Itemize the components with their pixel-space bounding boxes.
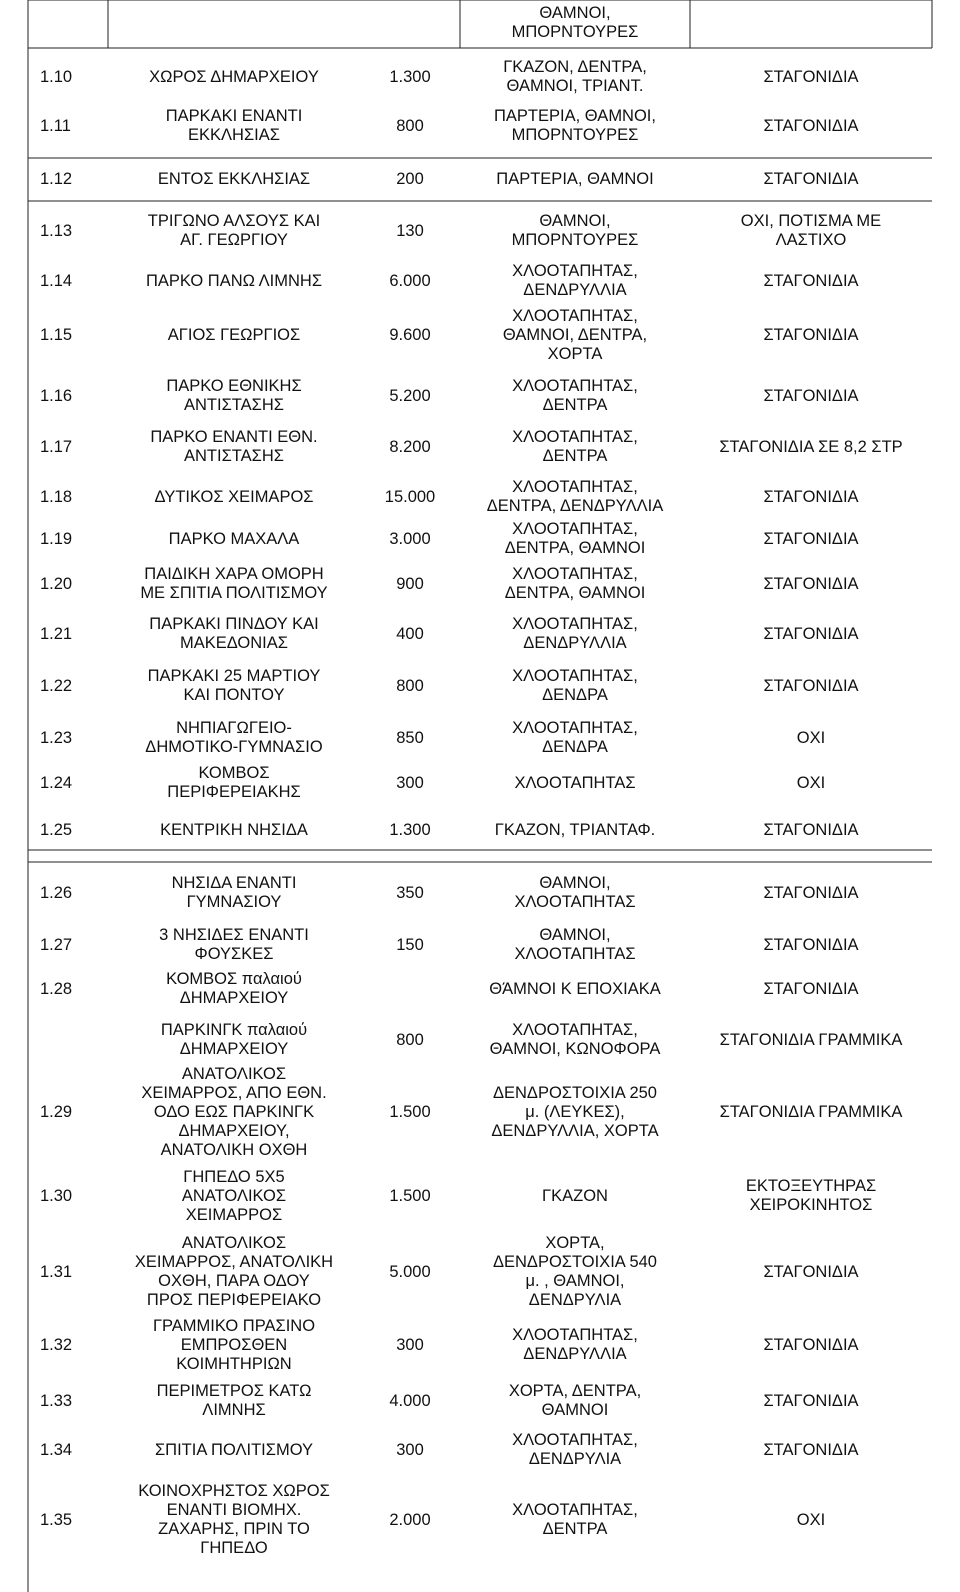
cell-irr: ΣΤΑΓΟΝΙΔΙΑ	[763, 676, 859, 695]
cell-irr: ΣΤΑΓΟΝΙΔΙΑ	[763, 883, 859, 902]
cell-irr: ΣΤΑΓΟΝΙΔΙΑ	[763, 271, 859, 290]
cell-no: 1.16	[40, 386, 73, 405]
cell-area	[360, 967, 460, 1011]
cell-no: 1.15	[40, 325, 73, 344]
cell-irr: ΣΤΑΓΟΝΙΔΙΑ	[763, 67, 859, 86]
cell-veg: ΧΛΟΟΤΑΠΗΤΑΣ, ΔΕΝΤΡΑ	[512, 428, 638, 465]
cell-no: 1.28	[40, 979, 73, 998]
cell-name: ΑΝΑΤΟΛΙΚΟΣ ΧΕΙΜΑΡΡΟΣ, ΑΠΟ ΕΘΝ. ΟΔΟ ΕΩΣ ΠΑΡΚΙΝΓΚ ΔΗΜΑΡΧΕΙΟΥ, ΑΝΑΤΟΛΙΚΗ ΟΧΘΗ	[141, 1064, 327, 1159]
cell-name: ΧΩΡΟΣ ΔΗΜΑΡΧΕΙΟΥ	[149, 67, 319, 86]
cell-area: 300	[396, 1335, 424, 1354]
cell-area	[360, 5, 460, 41]
cell-no: 1.25	[40, 820, 73, 839]
cell-no: 1.33	[40, 1391, 73, 1410]
cell-name: ΚΟΙΝΟΧΡΗΣΤΟΣ ΧΩΡΟΣ ΕΝΑΝΤΙ ΒΙΟΜΗΧ. ΖΑΧΑΡΗΣ, ΠΡΙΝ ΤΟ ΓΗΠΕΔΟ	[138, 1482, 330, 1557]
cell-no: 1.23	[40, 728, 73, 747]
cell-veg: ΧΛΟΟΤΑΠΗΤΑΣ, ΔΕΝΤΡΑ, ΘΑΜΝΟΙ	[504, 565, 646, 602]
cell-veg: ΠΑΡΤΕΡΙΑ, ΘΑΜΝΟΙ	[496, 169, 654, 188]
cell-area: 5.000	[389, 1262, 431, 1281]
cell-irr: ΣΤΑΓΟΝΙΔΙΑ	[763, 820, 859, 839]
cell-name: ΔΥΤΙΚΟΣ ΧΕΙΜΑΡΟΣ	[154, 487, 314, 506]
cell-area: 5.200	[389, 386, 431, 405]
cell-name: ΚΟΜΒΟΣ παλαιού ΔΗΜΑΡΧΕΙΟΥ	[166, 970, 302, 1007]
cell-irr: ΣΤΑΓΟΝΙΔΙΑ ΓΡΑΜΜΙΚΑ	[719, 1102, 903, 1121]
cell-irr: ΕΚΤΟΞΕΥΤΗΡΑΣ ΧΕΙΡΟΚΙΝΗΤΟΣ	[745, 1177, 877, 1214]
cell-irr: ΣΤΑΓΟΝΙΔΙΑ ΣΕ 8,2 ΣΤΡ	[719, 437, 903, 456]
cell-irr: ΣΤΑΓΟΝΙΔΙΑ	[763, 386, 859, 405]
cell-name: ΠΑΡΚΟ ΕΘΝΙΚΗΣ ΑΝΤΙΣΤΑΣΗΣ	[166, 377, 302, 414]
cell-no: 1.29	[40, 1102, 73, 1121]
cell-area: 900	[396, 574, 424, 593]
cell-veg: ΧΟΡΤΑ, ΔΕΝΔΡΟΣΤΟΙΧΙΑ 540 μ. , ΘΑΜΝΟΙ, ΔΕΝΔΡΥΛΙΑ	[492, 1234, 657, 1309]
cell-veg: ΧΛΟΟΤΑΠΗΤΑΣ, ΔΕΝΔΡΑ	[512, 719, 638, 756]
cell-area: 1.500	[389, 1186, 431, 1205]
cell-veg: ΓΚΑΖΟΝ	[542, 1186, 608, 1205]
cell-area: 130	[396, 221, 424, 240]
cell-name	[108, 5, 360, 41]
cell-name: ΚΕΝΤΡΙΚΗ ΝΗΣΙΔΑ	[160, 820, 308, 839]
cell-veg: ΓΚΑΖΟΝ, ΔΕΝΤΡΑ, ΘΑΜΝΟΙ, ΤΡΙΑΝΤ.	[503, 58, 647, 95]
cell-no: 1.12	[40, 169, 73, 188]
cell-name: ΝΗΠΙΑΓΩΓΕΙΟ- ΔΗΜΟΤΙΚΟ-ΓΥΜΝΑΣΙΟ	[145, 719, 323, 756]
cell-veg: ΧΛΟΟΤΑΠΗΤΑΣ, ΘΑΜΝΟΙ, ΔΕΝΤΡΑ, ΧΟΡΤΑ	[502, 306, 648, 363]
cell-irr: ΣΤΑΓΟΝΙΔΙΑ	[763, 979, 859, 998]
cell-area: 8.200	[389, 437, 431, 456]
cell-veg: ΧΟΡΤΑ, ΔΕΝΤΡΑ, ΘΑΜΝΟΙ	[508, 1382, 642, 1419]
cell-veg: ΧΛΟΟΤΑΠΗΤΑΣ, ΔΕΝΔΡΥΛΙΑ	[512, 1431, 638, 1468]
cell-veg: ΔΕΝΔΡΟΣΤΟΙΧΙΑ 250 μ. (ΛΕΥΚΕΣ), ΔΕΝΔΡΥΛΛΙΑ, ΧΟΡΤΑ	[491, 1083, 659, 1140]
cell-name: ΑΝΑΤΟΛΙΚΟΣ ΧΕΙΜΑΡΡΟΣ, ΑΝΑΤΟΛΙΚΗ ΟΧΘΗ, ΠΑΡΑ ΟΔΟΥ ΠΡΟΣ ΠΕΡΙΦΕΡΕΙΑΚΟ	[134, 1234, 334, 1309]
cell-area: 800	[396, 116, 424, 135]
cell-no: 1.35	[40, 1510, 73, 1529]
cell-area: 3.000	[389, 529, 431, 548]
cell-area: 850	[396, 728, 424, 747]
cell-no: 1.26	[40, 883, 73, 902]
cell-irr: ΟΧΙ	[796, 728, 826, 747]
cell-no: 1.34	[40, 1440, 73, 1459]
cell-no: 1.32	[40, 1335, 73, 1354]
cell-area: 350	[396, 883, 424, 902]
cell-veg: ΧΛΟΟΤΑΠΗΤΑΣ, ΔΕΝΤΡΑ, ΔΕΝΔΡΥΛΛΙΑ	[486, 478, 664, 515]
cell-no: 1.31	[40, 1262, 73, 1281]
cell-no: 1.27	[40, 935, 73, 954]
cell-name: ΓΡΑΜΜΙΚΟ ΠΡΑΣΙΝΟ ΕΜΠΡΟΣΘΕΝ ΚΟΙΜΗΤΗΡΙΩΝ	[152, 1316, 316, 1373]
cell-veg: ΧΛΟΟΤΑΠΗΤΑΣ, ΔΕΝΔΡΥΛΛΙΑ	[512, 1326, 638, 1363]
cell-irr: ΣΤΑΓΟΝΙΔΙΑ	[763, 529, 859, 548]
cell-area: 800	[396, 1030, 424, 1049]
cell-veg: ΧΛΟΟΤΑΠΗΤΑΣ, ΔΕΝΤΡΑ	[512, 1501, 638, 1538]
cell-name: ΚΟΜΒΟΣ ΠΕΡΙΦΕΡΕΙΑΚΗΣ	[167, 764, 301, 801]
cell-veg: ΘΑΜΝΟΙ, ΜΠΟΡΝΤΟΥΡΕΣ	[511, 4, 639, 41]
cell-veg: ΓΚΑΖΟΝ, ΤΡΙΑΝΤΑΦ.	[494, 820, 656, 839]
cell-irr: ΣΤΑΓΟΝΙΔΙΑ	[763, 169, 859, 188]
cell-name: ΝΗΣΙΔΑ ΕΝΑΝΤΙ ΓΥΜΝΑΣΙΟΥ	[171, 874, 297, 911]
cell-veg: ΘΑΜΝΟΙ, ΜΠΟΡΝΤΟΥΡΕΣ	[511, 212, 639, 249]
cell-irr: ΣΤΑΓΟΝΙΔΙΑ	[763, 1440, 859, 1459]
cell-area: 400	[396, 624, 424, 643]
cell-no: 1.30	[40, 1186, 73, 1205]
cell-veg: ΧΛΟΟΤΑΠΗΤΑΣ	[514, 773, 636, 792]
cell-area: 200	[396, 169, 424, 188]
cell-irr: ΣΤΑΓΟΝΙΔΙΑ	[763, 624, 859, 643]
cell-no: 1.21	[40, 624, 73, 643]
cell-area: 800	[396, 676, 424, 695]
cell-no: 1.19	[40, 529, 73, 548]
cell-irr: ΣΤΑΓΟΝΙΔΙΑ	[763, 487, 859, 506]
cell-veg: ΧΛΟΟΤΑΠΗΤΑΣ, ΔΕΝΔΡΥΛΛΙΑ	[512, 262, 638, 299]
cell-no	[28, 1015, 108, 1065]
cell-name: ΠΕΡΙΜΕΤΡΟΣ ΚΑΤΩ ΛΙΜΝΗΣ	[156, 1382, 312, 1419]
cell-area: 1.300	[389, 67, 431, 86]
cell-no: 1.18	[40, 487, 73, 506]
cell-irr: ΟΧΙ	[796, 1510, 826, 1529]
cell-name: ΠΑΡΚΟ ΠΑΝΩ ΛΙΜΝΗΣ	[145, 271, 323, 290]
cell-veg: ΘΑΜΝΟΙ, ΧΛΟΟΤΑΠΗΤΑΣ	[514, 926, 636, 963]
cell-irr: ΣΤΑΓΟΝΙΔΙΑ	[763, 116, 859, 135]
cell-veg: ΧΛΟΟΤΑΠΗΤΑΣ, ΔΕΝΔΡΥΛΛΙΑ	[512, 615, 638, 652]
cell-no: 1.11	[40, 116, 71, 135]
cell-no: 1.10	[40, 67, 73, 86]
cell-area: 1.300	[389, 820, 431, 839]
cell-no: 1.22	[40, 676, 73, 695]
cell-name: ΠΑΡΚΑΚΙ ΕΝΑΝΤΙ ΕΚΚΛΗΣΙΑΣ	[165, 107, 303, 144]
cell-name: ΕΝΤΟΣ ΕΚΚΛΗΣΙΑΣ	[157, 169, 311, 188]
cell-name: ΣΠΙΤΙΑ ΠΟΛΙΤΙΣΜΟΥ	[154, 1440, 313, 1459]
cell-name: ΠΑΡΚΟ ΕΝΑΝΤΙ ΕΘΝ. ΑΝΤΙΣΤΑΣΗΣ	[150, 428, 318, 465]
cell-name: ΠΑΡΚΑΚΙ 25 ΜΑΡΤΙΟΥ ΚΑΙ ΠΟΝΤΟΥ	[147, 667, 321, 704]
cell-no: 1.13	[40, 221, 73, 240]
cell-irr: ΣΤΑΓΟΝΙΔΙΑ	[763, 1335, 859, 1354]
cell-name: ΠΑΡΚΑΚΙ ΠΙΝΔΟΥ ΚΑΙ ΜΑΚΕΔΟΝΙΑΣ	[149, 615, 319, 652]
cell-irr: ΟΧΙ, ΠΟΤΙΣΜΑ ΜΕ ΛΑΣΤΙΧΟ	[740, 212, 882, 249]
cell-name: ΤΡΙΓΩΝΟ ΑΛΣΟΥΣ ΚΑΙ ΑΓ. ΓΕΩΡΓΙΟΥ	[147, 212, 321, 249]
cell-irr: ΣΤΑΓΟΝΙΔΙΑ	[763, 574, 859, 593]
cell-irr: ΣΤΑΓΟΝΙΔΙΑ	[763, 935, 859, 954]
cell-name: ΠΑΡΚΟ ΜΑΧΑΛΑ	[168, 529, 300, 548]
cell-area: 300	[396, 773, 424, 792]
cell-area: 6.000	[389, 271, 431, 290]
cell-area: 4.000	[389, 1391, 431, 1410]
cell-irr: ΣΤΑΓΟΝΙΔΙΑ ΓΡΑΜΜΙΚΑ	[719, 1030, 903, 1049]
cell-irr: ΣΤΑΓΟΝΙΔΙΑ	[763, 1262, 859, 1281]
cell-veg: ΘΆΜΝΟΙ Κ ΕΠΟΧΙΑΚΑ	[489, 979, 661, 998]
cell-irr: ΣΤΑΓΟΝΙΔΙΑ	[763, 325, 859, 344]
cell-veg: ΧΛΟΟΤΑΠΗΤΑΣ, ΔΕΝΔΡΑ	[512, 667, 638, 704]
cell-no: 1.20	[40, 574, 73, 593]
cell-name: 3 ΝΗΣΙΔΕΣ ΕΝΑΝΤΙ ΦΟΥΣΚΕΣ	[159, 926, 309, 963]
cell-area: 300	[396, 1440, 424, 1459]
cell-irr: ΣΤΑΓΟΝΙΔΙΑ	[763, 1391, 859, 1410]
cell-name: ΠΑΙΔΙΚΗ ΧΑΡΑ ΟΜΟΡΗ ΜΕ ΣΠΙΤΙΑ ΠΟΛΙΤΙΣΜΟΥ	[140, 565, 328, 602]
cell-name: ΑΓΙΟΣ ΓΕΩΡΓΙΟΣ	[167, 325, 301, 344]
cell-veg: ΧΛΟΟΤΑΠΗΤΑΣ, ΘΑΜΝΟΙ, ΚΩΝΟΦΟΡΑ	[489, 1021, 661, 1058]
cell-area: 150	[396, 935, 424, 954]
cell-veg: ΧΛΟΟΤΑΠΗΤΑΣ, ΔΕΝΤΡΑ	[512, 377, 638, 414]
cell-irr	[690, 5, 932, 41]
cell-veg: ΧΛΟΟΤΑΠΗΤΑΣ, ΔΕΝΤΡΑ, ΘΑΜΝΟΙ	[504, 520, 646, 557]
cell-no: 1.14	[40, 271, 73, 290]
cell-veg: ΠΑΡΤΕΡΙΑ, ΘΑΜΝΟΙ, ΜΠΟΡΝΤΟΥΡΕΣ	[494, 107, 656, 144]
cell-veg: ΘΑΜΝΟΙ, ΧΛΟΟΤΑΠΗΤΑΣ	[514, 874, 636, 911]
cell-no	[28, 5, 108, 41]
cell-no: 1.24	[40, 773, 73, 792]
cell-area: 15.000	[384, 487, 436, 506]
cell-name: ΓΗΠΕΔΟ 5Χ5 ΑΝΑΤΟΛΙΚΟΣ ΧΕΙΜΑΡΡΟΣ	[181, 1167, 287, 1224]
cell-area: 2.000	[389, 1510, 431, 1529]
cell-area: 1.500	[389, 1102, 431, 1121]
cell-name: ΠΑΡΚΙΝΓΚ παλαιού ΔΗΜΑΡΧΕΙΟΥ	[160, 1021, 308, 1058]
cell-irr: ΟΧΙ	[796, 773, 826, 792]
cell-area: 9.600	[389, 325, 431, 344]
cell-no: 1.17	[40, 437, 73, 456]
